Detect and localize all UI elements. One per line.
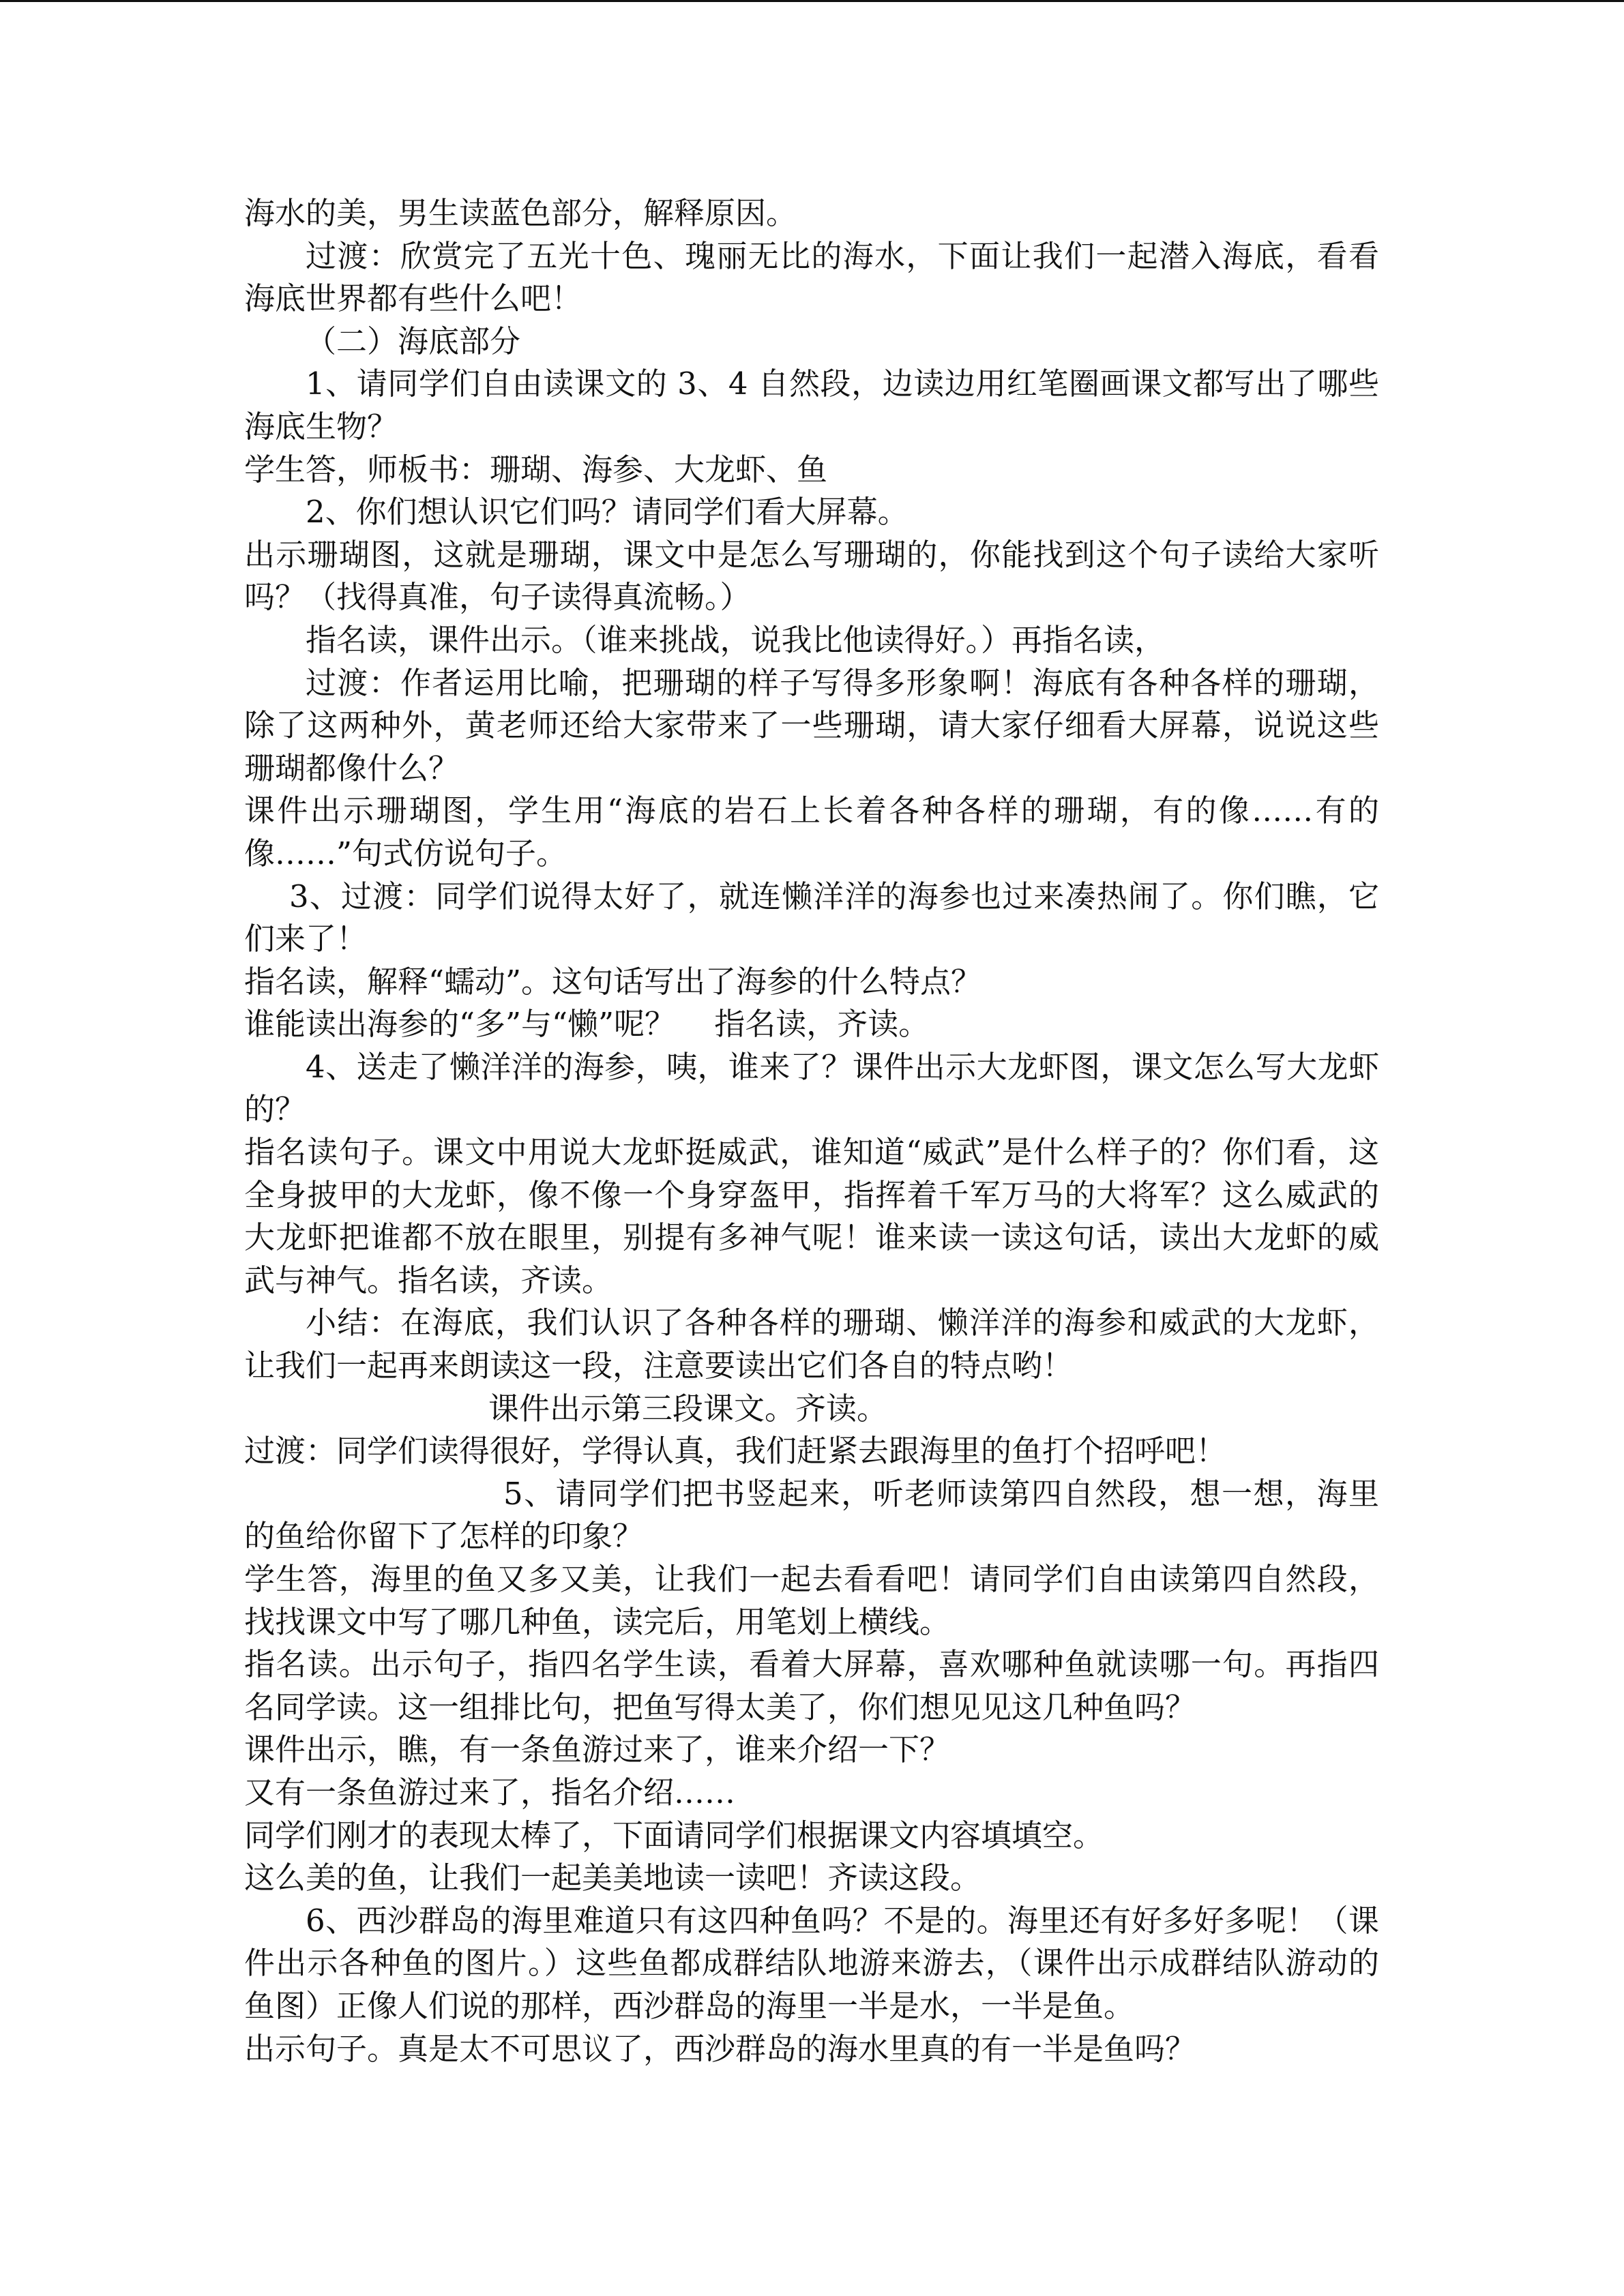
- paragraph: 指名读，课件出示。（谁来挑战，说我比他读得好。）再指名读，: [306, 621, 1166, 658]
- paragraph: 6、西沙群岛的海里难道只有这四种鱼吗？不是的。海里还有好多好多呢！（课件出示各种鱼的图片。）这些鱼都成群结队地游来游去，（课件出示成群结队游动的鱼图）正像人们说的那样，西沙群岛的海里一半是水，一半是鱼。: [244, 1902, 1379, 2024]
- paragraph: 出示句子。真是太不可思议了，西沙群岛的海水里真的有一半是鱼吗？: [244, 2030, 1196, 2067]
- paragraph: 课件出示第三段课文。齐读。: [488, 1390, 888, 1427]
- paragraph: 5、请同学们把书竖起来，听老师读第四自然段，想一想，海里的鱼给你留下了怎样的印象？: [244, 1475, 1379, 1555]
- paragraph: 学生答，海里的鱼又多又美，让我们一起去看看吧！请同学们自由读第四自然段，找找课文中写了哪几种鱼，读完后，用笔划上横线。: [244, 1561, 1379, 1640]
- paragraph: 指名读。出示句子，指四名学生读，看着大屏幕，喜欢哪种鱼就读哪一句。再指四名同学读。这一组排比句，把鱼写得太美了，你们想见见这几种鱼吗？: [244, 1646, 1379, 1725]
- paragraph: 指名读，解释“蠕动”。这句话写出了海参的什么特点？: [244, 963, 982, 1000]
- paragraph: 学生答，师板书：珊瑚、海参、大龙虾、鱼: [244, 451, 828, 488]
- section-heading: （二）海底部分: [306, 323, 521, 359]
- paragraph: 出示珊瑚图，这就是珊瑚，课文中是怎么写珊瑚的，你能找到这个句子读给大家听吗？（找得真准，句子读得真流畅。）: [244, 536, 1379, 616]
- paragraph: 小结：在海底，我们认识了各种各样的珊瑚、懒洋洋的海参和威武的大龙虾，让我们一起再来朗读这一段，注意要读出它们各自的特点哟！: [244, 1304, 1379, 1384]
- paragraph: 课件出示，瞧，有一条鱼游过来了，谁来介绍一下？: [244, 1731, 951, 1768]
- paragraph: 这么美的鱼，让我们一起美美地读一读吧！齐读这段。: [244, 1860, 981, 1896]
- paragraph: 3、过渡：同学们说得太好了，就连懒洋洋的海参也过来凑热闹了。你们瞧，它们来了！: [244, 878, 1379, 957]
- paragraph: 2、你们想认识它们吗？请同学们看大屏幕。: [306, 494, 909, 531]
- paragraph: 过渡：作者运用比喻，把珊瑚的样子写得多形象啊！海底有各种各样的珊瑚，除了这两种外，黄老师还给大家带来了一些珊瑚，请大家仔细看大屏幕，说说这些珊瑚都像什么？: [244, 664, 1379, 786]
- document-body: [244, 192, 1379, 2070]
- paragraph: 同学们刚才的表现太棒了，下面请同学们根据课文内容填填空。: [244, 1817, 1104, 1853]
- paragraph: 过渡：同学们读得很好，学得认真，我们赶紧去跟海里的鱼打个招呼吧！: [244, 1433, 1227, 1470]
- paragraph: 4、送走了懒洋洋的海参，咦，谁来了？课件出示大龙虾图，课文怎么写大龙虾的？: [244, 1048, 1379, 1128]
- paragraph: 指名读句子。课文中用说大龙虾挺威武，谁知道“威武”是什么样子的？你们看，这全身披甲的大龙虾，像不像一个身穿盔甲，指挥着千军万马的大将军？这么威武的大龙虾把谁都不放在眼里，别提有多神气呢！谁来读一读这句话，读出大龙虾的威武与神气。指名读，齐读。: [244, 1134, 1379, 1298]
- paragraph: 1、请同学们自由读课文的 3、4 自然段，边读边用红笔圈画课文都写出了哪些海底生物？: [244, 366, 1379, 445]
- paragraph: 又有一条鱼游过来了，指名介绍……: [244, 1774, 736, 1810]
- paragraph: 过渡：欣赏完了五光十色、瑰丽无比的海水，下面让我们一起潜入海底，看看海底世界都有些什么吧！: [244, 237, 1379, 317]
- paragraph: 海水的美，男生读蓝色部分，解释原因。: [244, 195, 797, 231]
- top-border-line: [0, 0, 1624, 2]
- paragraph: 课件出示珊瑚图，学生用“海底的岩石上长着各种各样的珊瑚，有的像……有的像……”句式仿说句子。: [244, 792, 1379, 871]
- paragraph: 谁能读出海参的“多”与“懒”呢？ 指名读，齐读。: [244, 1006, 930, 1043]
